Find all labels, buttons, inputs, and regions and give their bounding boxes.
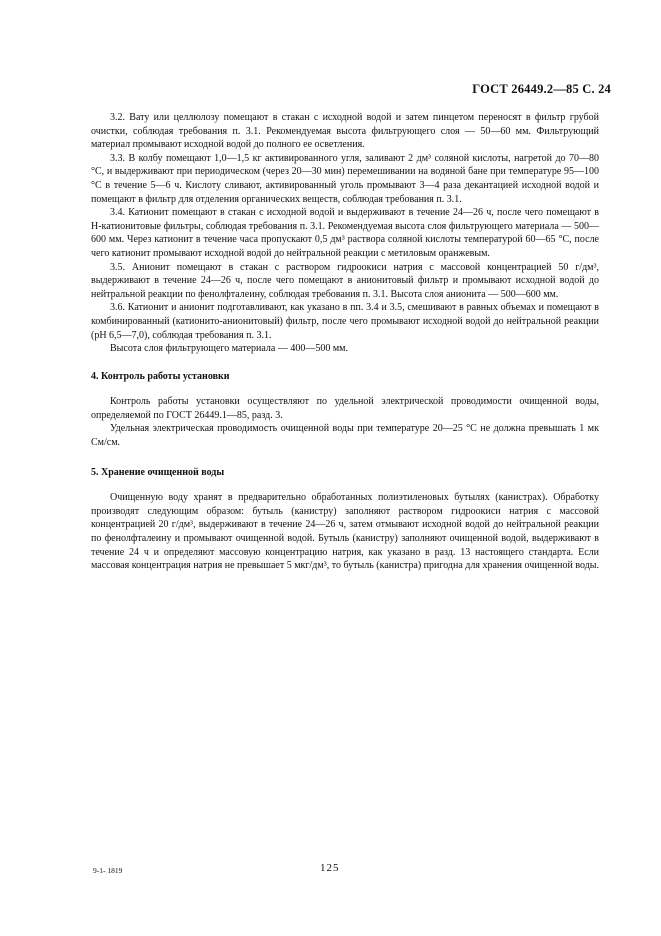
paragraph-layer-height: Высота слоя фильтрующего материала — 400—500 мм. bbox=[110, 343, 348, 355]
paragraph-3-2: 3.2. Вату или целлюлозу помещают в стакан с исходной водой и затем пинцетом переносят в фильтр грубой очистки, соблюдая требования п. 3.1. Рекомендуемая высота фильтрующего слоя — 50—60 мм. Фильтрующий материал промывают исходной водой до полного ее осветления. bbox=[91, 112, 599, 151]
page-header: ГОСТ 26449.2—85 С. 24 bbox=[472, 82, 611, 96]
paragraph-3-6: 3.6. Катионит и анионит подготавливают, как указано в пп. 3.4 и 3.5, смешивают в равных объемах и помещают в комбинированный (катионито-анионитовый) фильтр, после чего промывают исходной водой до нейтральной реакции (рН 6,5—7,0), соблюдая требования п. 3.1. bbox=[91, 302, 599, 341]
section-4-paragraph: Удельная электрическая проводимость очищенной воды при температуре 20—25 °С не должна превышать 1 мк См/см. bbox=[91, 423, 599, 449]
document-body bbox=[91, 111, 599, 573]
paragraph-3-4: 3.4. Катионит помещают в стакан с исходной водой и выдерживают в течение 24—26 ч, после чего помещают в Н-катионитовые фильтры, соблюдая требования п. 3.1. Рекомендуемая высота слоя фильтрующего материала — 500—600 мм. Через катионит в течение часа пропускают 0,5 дм³ раствора соляной кислоты температурой 60—65 °С, после чего катионит промывают исходной водой до нейтральной реакции с метиловым оранжевым. bbox=[91, 207, 599, 259]
section-5-paragraph: Очищенную воду хранят в предварительно обработанных полиэтиленовых бутылях (канистрах). Обработку производят следующим образом: бутыль (канистру) заполняют раствором гидроокиси натрия с массовой концентрацией 20 г/дм³, выдерживают в течение 24—26 ч, затем отмывают исходной водой до нейтральной реакции по фенолфталеину и промывают очищенной водой. Бутыль (канистру) заполняют очищенной водой, выдерживают в течение 24 ч и определяют массовую концентрацию натрия, как указано в разд. 13 настоящего стандарта. Если массовая концентрация натрия не превышает 5 мкг/дм³, то бутыль (канистра) пригодна для хранения очищенной воды. bbox=[91, 492, 600, 572]
section-4-heading: 4. Контроль работы установки bbox=[91, 370, 230, 382]
print-code: 9-1- 1819 bbox=[93, 866, 123, 875]
section-4-paragraph: Контроль работы установки осуществляют по удельной электрической проводимости очищенной воды, определяемой по ГОСТ 26449.1—85, разд. 3. bbox=[91, 396, 599, 421]
page-number: 125 bbox=[320, 862, 340, 874]
section-5-heading: 5. Хранение очищенной воды bbox=[91, 466, 225, 478]
paragraph-3-3: 3.3. В колбу помещают 1,0—1,5 кг активированного угля, заливают 2 дм³ соляной кислоты, нагретой до 70—80 °С, и выдерживают при периодическом (через 20—30 мин) перемешивании на водяной бане при температуре 95—100 °С в течение 5—6 ч. Кислоту сливают, активированный уголь промывают 3—4 раза декантацией исходной водой и помещают в фильтр для отделения органических веществ, соблюдая требования п. 3.1. bbox=[91, 152, 599, 205]
paragraph-3-5: 3.5. Анионит помещают в стакан с раствором гидроокиси натрия с массовой концентрацией 50 г/дм³, выдерживают в течение 24—26 ч, после чего помещают в анионитовый фильтр и промывают исходной водой до нейтральной реакции по фенолфталеину, соблюдая требования п. 3.1. Высота слоя анионита — 500—600 мм. bbox=[91, 261, 599, 300]
